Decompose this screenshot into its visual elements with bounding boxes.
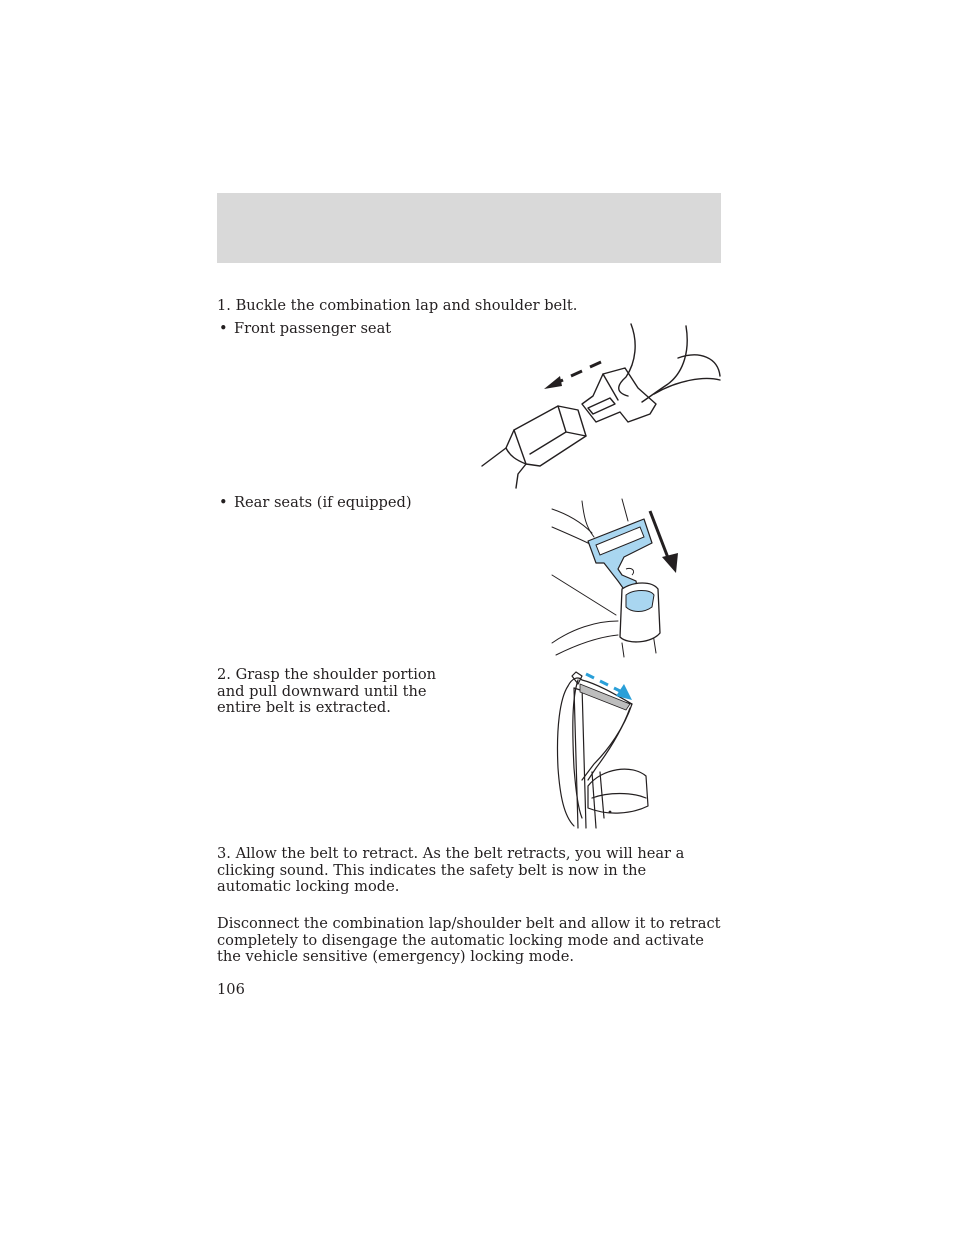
bullet-rear: • (219, 494, 228, 511)
front-seat-buckle-icon (478, 322, 724, 490)
step-1-text: 1. Buckle the combination lap and shoulder belt. (217, 297, 578, 314)
step-2-text: 2. Grasp the shoulder portion and pull downward until the entire belt is extracted. (217, 666, 437, 717)
rear-seat-buckle-icon (552, 497, 682, 659)
step-3-text: 3. Allow the belt to retract. As the belt retracts, you will hear a clicking sound. This indicates the safety belt is now in the automatic locking mode. (217, 845, 685, 896)
disengage-paragraph: Disconnect the combination lap/shoulder belt and allow it to retract completely to disengage the automatic locking mode and activate the vehicle sensitive (emergency) locking mode. (217, 915, 721, 966)
rear-seats-label: Rear seats (if equipped) (234, 494, 412, 511)
page-number: 106 (217, 981, 245, 998)
seat-belt-extraction-icon (552, 668, 656, 836)
section-header-band (217, 193, 721, 263)
bullet-front: • (219, 320, 228, 337)
front-passenger-seat-label: Front passenger seat (234, 320, 392, 337)
